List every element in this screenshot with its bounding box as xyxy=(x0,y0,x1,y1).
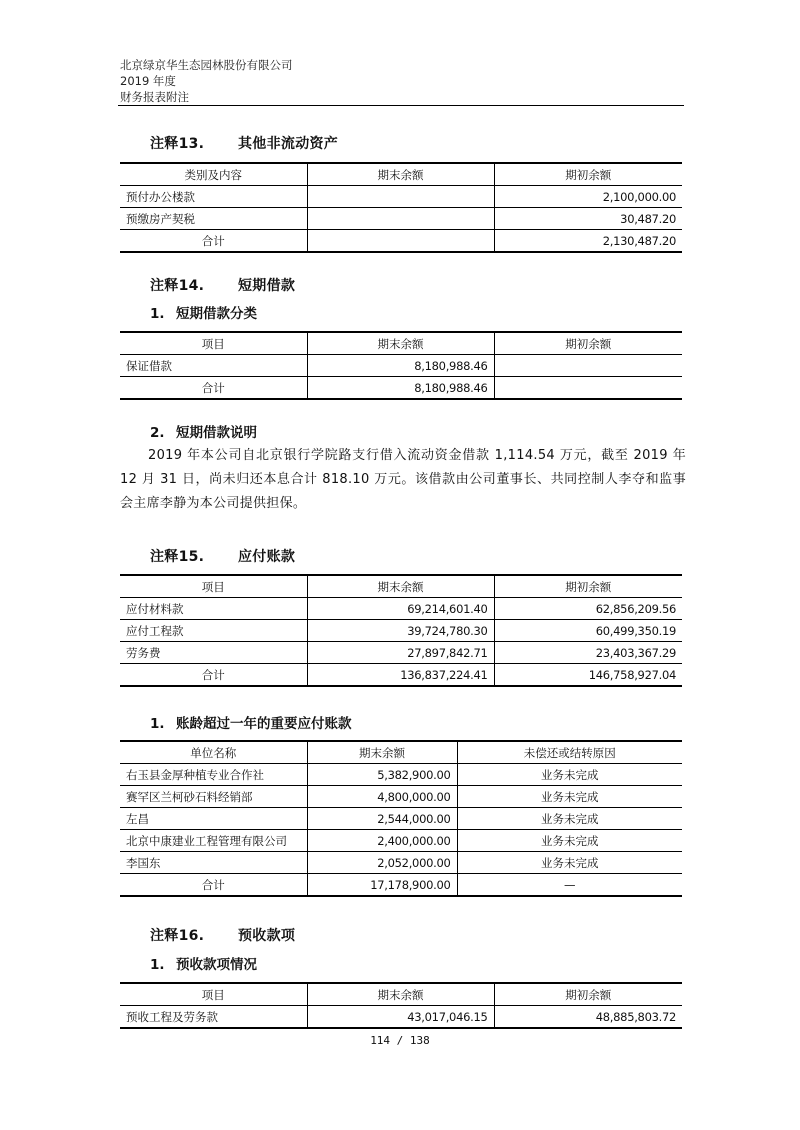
table-row xyxy=(120,186,682,208)
table-row xyxy=(120,642,682,664)
sub-title: 账龄超过一年的重要应付账款 xyxy=(176,716,352,732)
total-label: 合计 xyxy=(120,664,307,687)
ending-balance xyxy=(307,208,494,230)
note13-title: 其他非流动资产 xyxy=(238,136,339,152)
note15-title: 应付账款 xyxy=(238,549,296,565)
opening-balance: 2,100,000.00 xyxy=(494,186,682,208)
ending-balance xyxy=(307,186,494,208)
col-header: 期初余额 xyxy=(494,163,682,186)
total-row xyxy=(120,664,682,687)
opening-balance: 48,885,803.72 xyxy=(494,1006,682,1029)
note15-sub1-heading xyxy=(150,712,352,732)
table-header-row xyxy=(120,741,682,764)
table-row xyxy=(120,830,682,852)
loan-description: 2019 年本公司自北京银行学院路支行借入流动资金借款 1,114.54 万元，截至 2019 年 12 月 31 日，尚未归还本息合计 818.10 万元。该借款由公司董事长、共同控制人李夺和监事会主席李静为本公司提供担保。 xyxy=(120,448,686,511)
opening-balance: 2,130,487.20 xyxy=(494,230,682,253)
table-row xyxy=(120,620,682,642)
sub-number: 1. xyxy=(150,306,165,322)
ending-balance: 39,724,780.30 xyxy=(307,620,494,642)
table-row xyxy=(120,786,682,808)
ending-balance: 8,180,988.46 xyxy=(307,377,494,400)
sub-title: 预收款项情况 xyxy=(176,957,257,973)
col-header: 单位名称 xyxy=(120,741,307,764)
ending-balance xyxy=(307,230,494,253)
col-header: 项目 xyxy=(120,575,307,598)
table-header-row xyxy=(120,332,682,355)
ending-balance: 69,214,601.40 xyxy=(307,598,494,620)
opening-balance: 30,487.20 xyxy=(494,208,682,230)
sub-number: 1. xyxy=(150,957,165,973)
col-header: 未偿还或结转原因 xyxy=(457,741,682,764)
note16-table xyxy=(120,982,682,1029)
document-name: 财务报表附注 xyxy=(120,90,189,104)
note16-number: 注释16. xyxy=(150,928,205,944)
note13-table xyxy=(120,162,682,253)
total-row xyxy=(120,377,682,400)
note14-sub2-heading xyxy=(150,421,257,441)
table-row xyxy=(120,355,682,377)
ending-balance: 17,178,900.00 xyxy=(307,874,457,897)
table-row xyxy=(120,764,682,786)
note14-sub1-heading xyxy=(150,302,257,322)
col-header: 期初余额 xyxy=(494,575,682,598)
table-row xyxy=(120,852,682,874)
table-header-row xyxy=(120,575,682,598)
reason: 业务未完成 xyxy=(457,852,682,874)
reason: — xyxy=(457,874,682,897)
note15-table xyxy=(120,574,682,687)
row-label: 劳务费 xyxy=(120,642,307,664)
col-header: 类别及内容 xyxy=(120,163,307,186)
sub-number: 1. xyxy=(150,716,165,732)
unit-name: 右玉县金厚种植专业合作社 xyxy=(120,764,307,786)
opening-balance: 62,856,209.56 xyxy=(494,598,682,620)
total-row xyxy=(120,874,682,897)
report-year: 2019 年度 xyxy=(120,74,176,88)
ending-balance: 2,400,000.00 xyxy=(307,830,457,852)
reason: 业务未完成 xyxy=(457,786,682,808)
table-row xyxy=(120,808,682,830)
row-label: 应付材料款 xyxy=(120,598,307,620)
table-header-row xyxy=(120,983,682,1006)
sub-title: 短期借款说明 xyxy=(176,425,257,441)
opening-balance: 146,758,927.04 xyxy=(494,664,682,687)
total-label: 合计 xyxy=(120,230,307,253)
sub-title: 短期借款分类 xyxy=(176,306,257,322)
opening-balance: 60,499,350.19 xyxy=(494,620,682,642)
col-header: 期末余额 xyxy=(307,983,494,1006)
reason: 业务未完成 xyxy=(457,830,682,852)
table-row xyxy=(120,1006,682,1029)
ending-balance: 136,837,224.41 xyxy=(307,664,494,687)
page-number: 114 / 138 xyxy=(370,1034,430,1047)
reason: 业务未完成 xyxy=(457,764,682,786)
col-header: 期末余额 xyxy=(307,332,494,355)
ending-balance: 27,897,842.71 xyxy=(307,642,494,664)
row-label: 预缴房产契税 xyxy=(120,208,307,230)
ending-balance: 5,382,900.00 xyxy=(307,764,457,786)
ending-balance: 8,180,988.46 xyxy=(307,355,494,377)
total-row xyxy=(120,230,682,253)
col-header: 项目 xyxy=(120,332,307,355)
aged-payables-table xyxy=(120,740,682,897)
note14-number: 注释14. xyxy=(150,278,205,294)
company-name: 北京绿京华生态园林股份有限公司 xyxy=(120,58,293,72)
unit-name: 赛罕区兰柯砂石料经销部 xyxy=(120,786,307,808)
table-row xyxy=(120,598,682,620)
opening-balance xyxy=(494,355,682,377)
note16-title: 预收款项 xyxy=(238,928,296,944)
col-header: 期末余额 xyxy=(307,575,494,598)
ending-balance: 4,800,000.00 xyxy=(307,786,457,808)
note16-heading xyxy=(150,925,295,945)
reason: 业务未完成 xyxy=(457,808,682,830)
opening-balance xyxy=(494,377,682,400)
note15-number: 注释15. xyxy=(150,549,205,565)
unit-name: 李国东 xyxy=(120,852,307,874)
total-label: 合计 xyxy=(120,874,307,897)
row-label: 预收工程及劳务款 xyxy=(120,1006,307,1029)
sub-number: 2. xyxy=(150,425,165,441)
note14-title: 短期借款 xyxy=(238,278,296,294)
row-label: 预付办公楼款 xyxy=(120,186,307,208)
col-header: 期初余额 xyxy=(494,332,682,355)
row-label: 保证借款 xyxy=(120,355,307,377)
note15-heading xyxy=(150,546,295,566)
note16-sub1-heading xyxy=(150,953,257,973)
note13-number: 注释13. xyxy=(150,136,205,152)
note14-heading xyxy=(150,275,295,295)
ending-balance: 43,017,046.15 xyxy=(307,1006,494,1029)
col-header: 期初余额 xyxy=(494,983,682,1006)
note13-heading xyxy=(150,133,338,153)
table-header-row xyxy=(120,163,682,186)
opening-balance: 23,403,367.29 xyxy=(494,642,682,664)
ending-balance: 2,544,000.00 xyxy=(307,808,457,830)
col-header: 期末余额 xyxy=(307,741,457,764)
ending-balance: 2,052,000.00 xyxy=(307,852,457,874)
unit-name: 左昌 xyxy=(120,808,307,830)
note14-table xyxy=(120,331,682,400)
row-label: 应付工程款 xyxy=(120,620,307,642)
table-row xyxy=(120,208,682,230)
unit-name: 北京中康建业工程管理有限公司 xyxy=(120,830,307,852)
total-label: 合计 xyxy=(120,377,307,400)
col-header: 项目 xyxy=(120,983,307,1006)
col-header: 期末余额 xyxy=(307,163,494,186)
header-rule xyxy=(118,105,684,106)
